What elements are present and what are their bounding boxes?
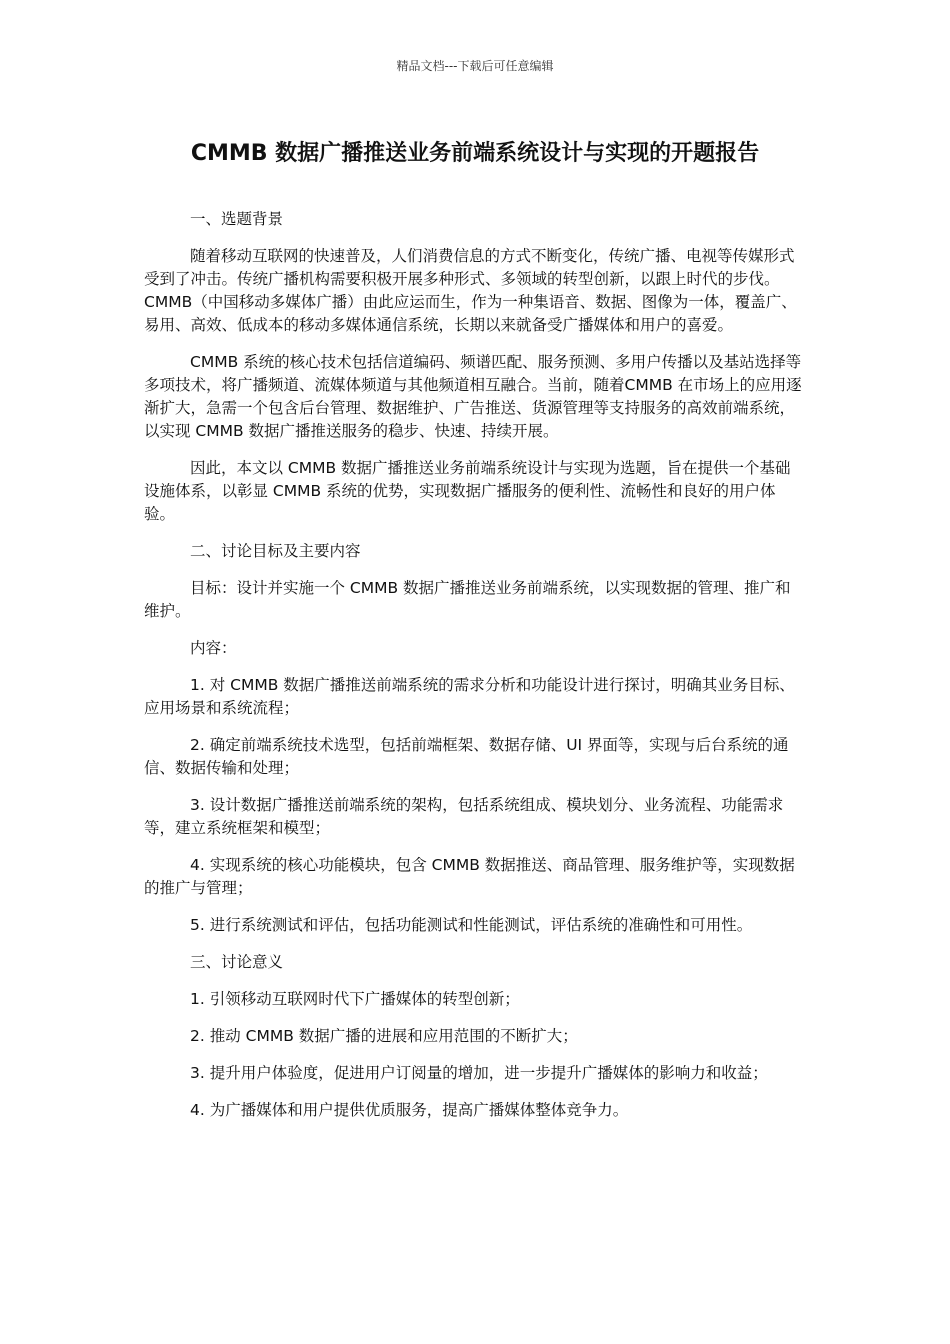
document-title: CMMB 数据广播推送业务前端系统设计与实现的开题报告 xyxy=(190,141,760,166)
list-item: 4. 实现系统的核心功能模块，包含 CMMB 数据推送、商品管理、服务维护等，实现数据的推广与管理； xyxy=(144,856,795,897)
list-item: 2. 确定前端系统技术选型，包括前端框架、数据存储、UI 界面等，实现与后台系统的通信、数据传输和处理； xyxy=(144,736,789,777)
paragraph: 内容： xyxy=(190,639,237,657)
section-heading-goals: 二、讨论目标及主要内容 xyxy=(190,542,361,560)
section-heading-background: 一、选题背景 xyxy=(190,210,284,228)
list-item: 4. 为广播媒体和用户提供优质服务，提高广播媒体整体竞争力。 xyxy=(190,1101,629,1119)
list-item: 2. 推动 CMMB 数据广播的进展和应用范围的不断扩大； xyxy=(190,1027,578,1045)
paragraph: 因此，本文以 CMMB 数据广播推送业务前端系统设计与实现为选题，旨在提供一个基础设施体系，以彰显 CMMB 系统的优势，实现数据广播服务的便利性、流畅性和良好的用户体验。 xyxy=(144,459,791,523)
list-item: 5. 进行系统测试和评估，包括功能测试和性能测试，评估系统的准确性和可用性。 xyxy=(190,916,753,934)
list-item: 3. 设计数据广播推送前端系统的架构，包括系统组成、模块划分、业务流程、功能需求等，建立系统框架和模型； xyxy=(144,796,784,837)
list-item: 1. 引领移动互联网时代下广播媒体的转型创新； xyxy=(190,990,520,1008)
paragraph: 目标：设计并实施一个 CMMB 数据广播推送业务前端系统，以实现数据的管理、推广和维护。 xyxy=(144,579,791,620)
section-heading-significance: 三、讨论意义 xyxy=(190,953,284,971)
list-item: 3. 提升用户体验度，促进用户订阅量的增加，进一步提升广播媒体的影响力和收益； xyxy=(190,1064,768,1082)
paragraph: CMMB 系统的核心技术包括信道编码、频谱匹配、服务预测、多用户传播以及基站选择等多项技术，将广播频道、流媒体频道与其他频道相互融合。当前，随着CMMB 在市场上的应用逐渐扩大，急需一个包含后台管理、数据维护、广告推送、货源管理等支持服务的高效前端系统，以实现 CMMB 数据广播推送服务的稳步、快速、持续开展。 xyxy=(144,353,802,440)
page-header: 精品文档---下载后可任意编辑 xyxy=(396,59,554,73)
list-item: 1. 对 CMMB 数据广播推送前端系统的需求分析和功能设计进行探讨，明确其业务目标、应用场景和系统流程； xyxy=(144,676,795,717)
paragraph: 随着移动互联网的快速普及，人们消费信息的方式不断变化，传统广播、电视等传媒形式受到了冲击。传统广播机构需要积极开展多种形式、多领域的转型创新，以跟上时代的步伐。CMMB（中国移动多媒体广播）由此应运而生，作为一种集语音、数据、图像为一体，覆盖广、易用、高效、低成本的移动多媒体通信系统，长期以来就备受广播媒体和用户的喜爱。 xyxy=(144,247,797,334)
document-body xyxy=(144,208,806,1136)
